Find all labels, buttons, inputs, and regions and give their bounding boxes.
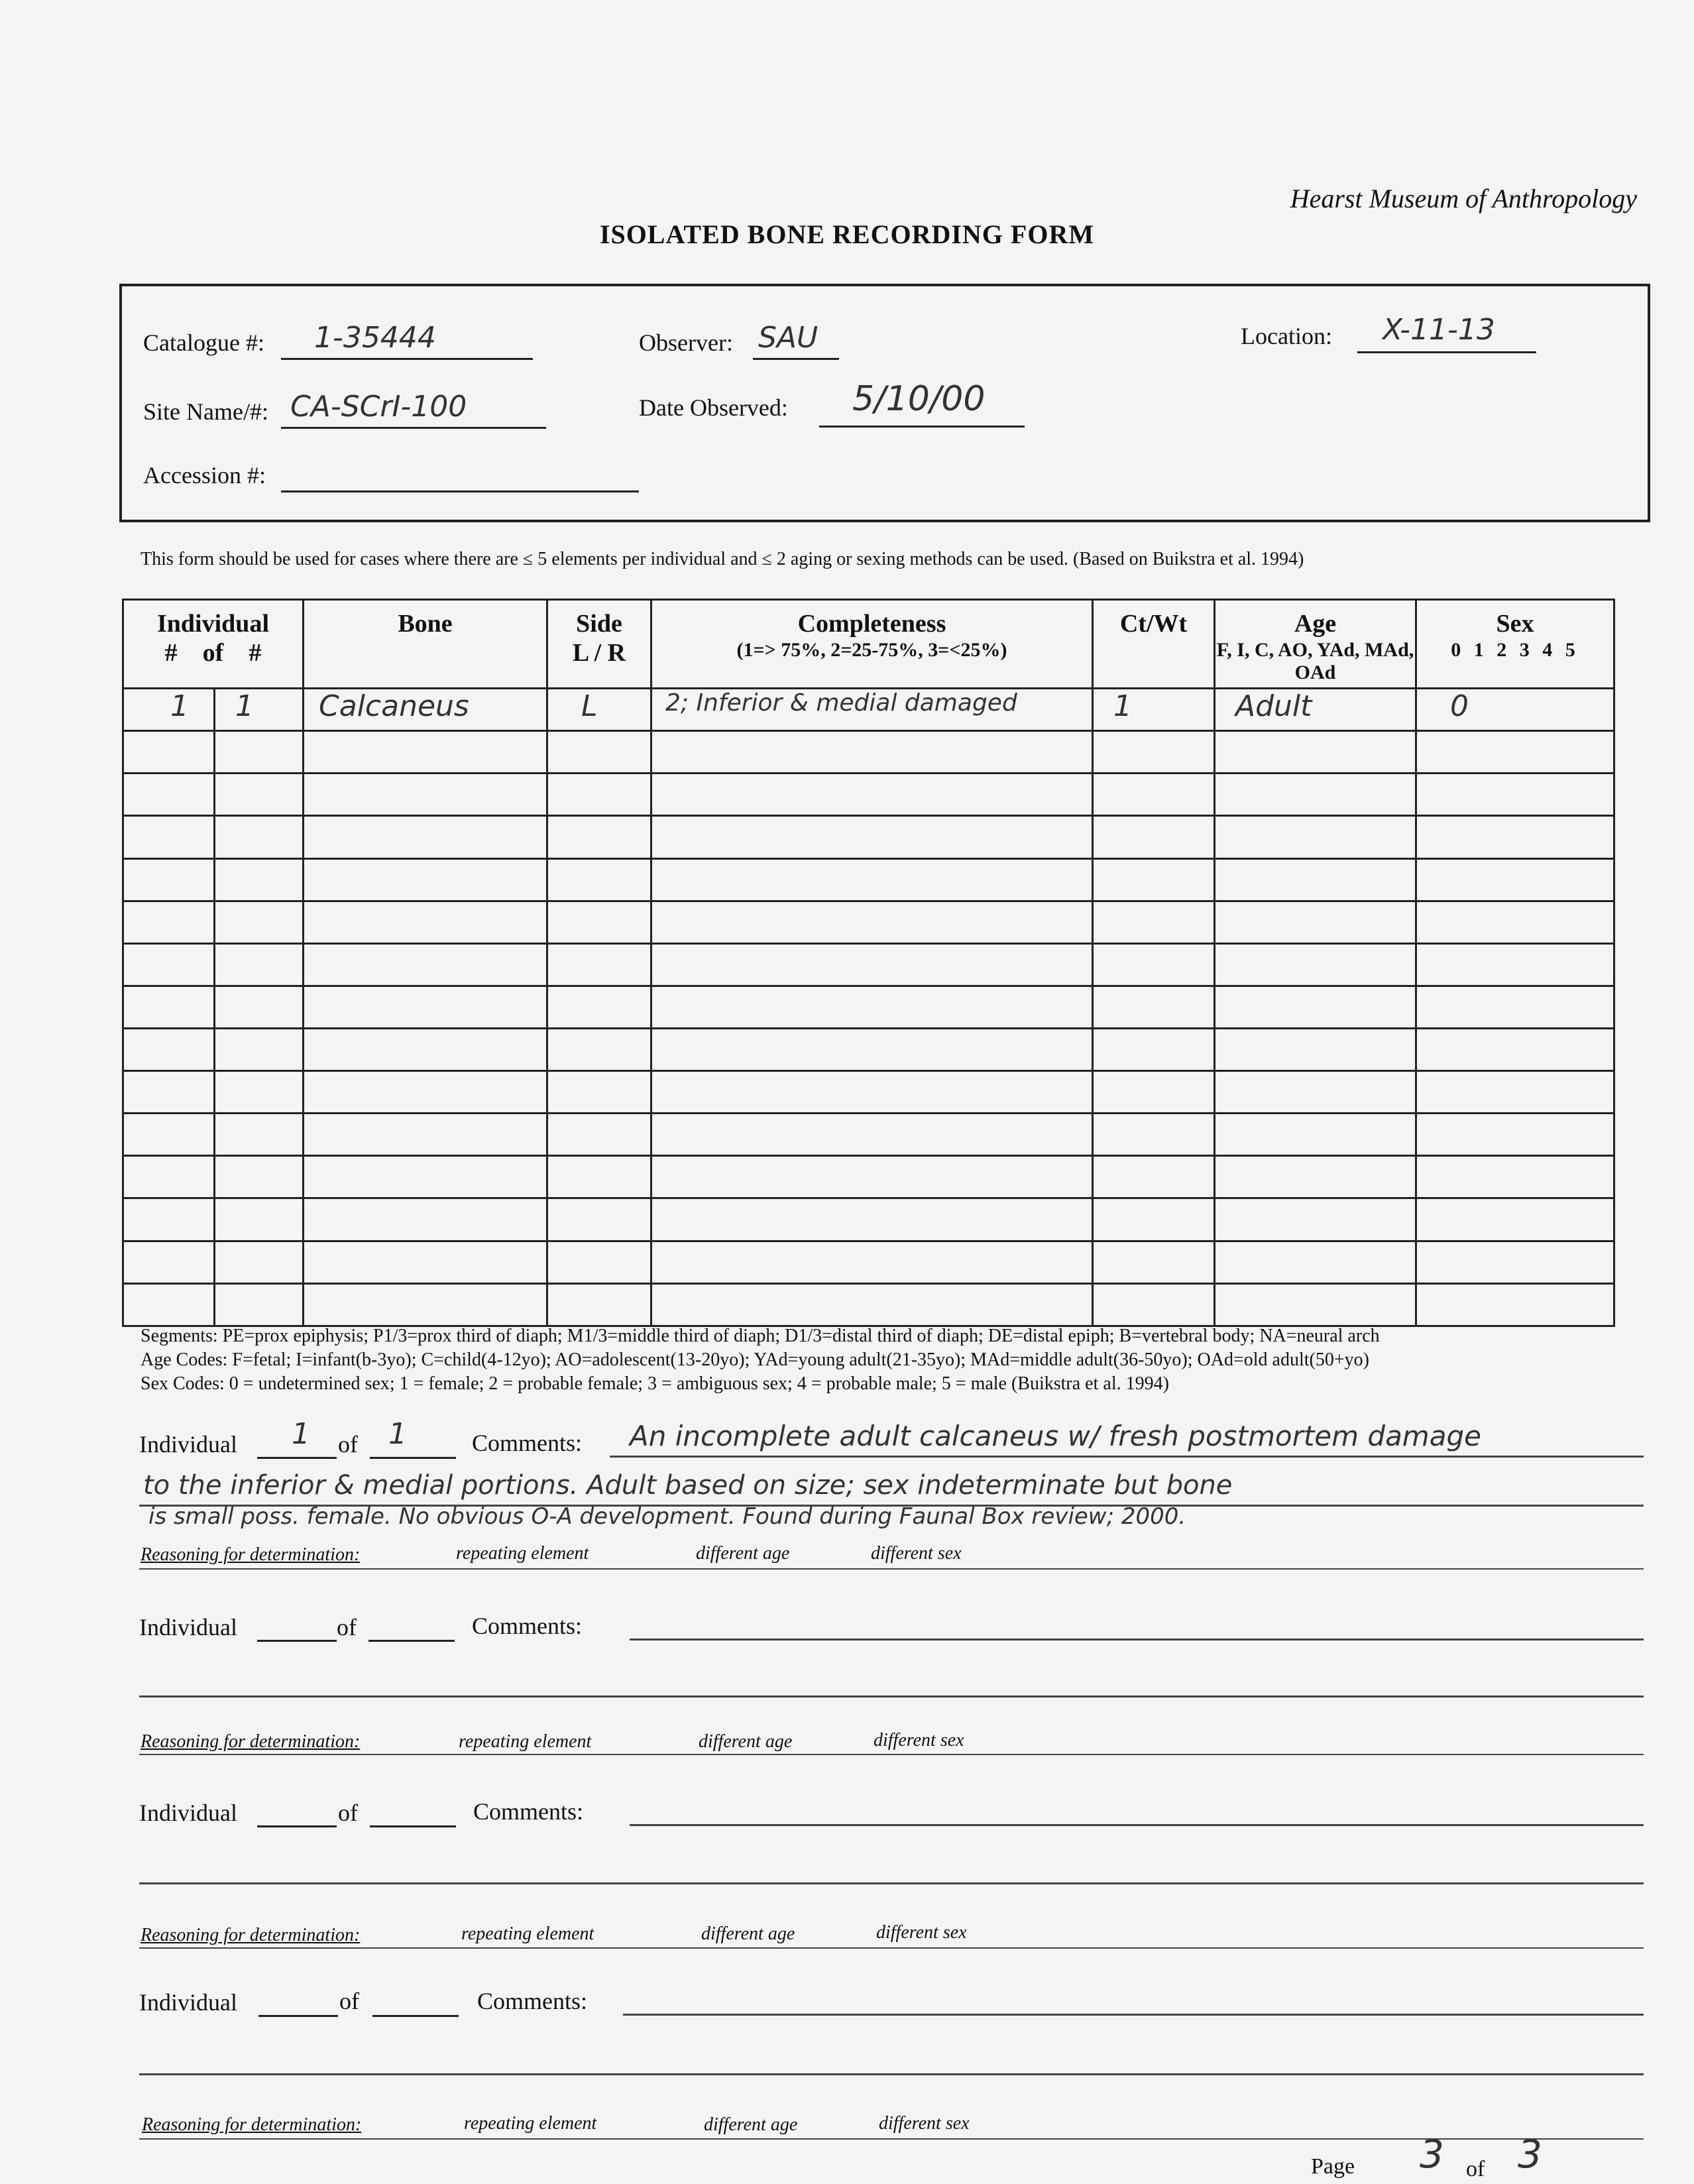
cell-empty[interactable] (215, 1029, 304, 1071)
cell-empty[interactable] (651, 1071, 1093, 1114)
header-sex-label: Sex (1496, 610, 1534, 638)
cell-empty[interactable] (1215, 858, 1416, 901)
segments-codes: Segments: PE=prox epiphysis; P1/3=prox third of diaph; M1/3=middle third of diaph; D1/3=distal third of diaph; DE=distal epiph; B=vertebral body; NA=neural arch (141, 1326, 1380, 1346)
sex-codes: Sex Codes: 0 = undetermined sex; 1 = female; 2 = probable female; 3 = ambiguous sex; 4 = probable male; 5 = male (Buikstra et al. 1994) (141, 1373, 1169, 1394)
cell-empty[interactable] (215, 901, 304, 943)
cell-empty[interactable] (215, 1114, 304, 1156)
cell-empty[interactable] (1093, 774, 1215, 816)
cell-empty[interactable] (651, 986, 1093, 1028)
cell-ctwt-value: 1 (1113, 689, 1132, 724)
of-label: of (337, 1614, 357, 1640)
cell-ind-of-value: 1 (235, 689, 254, 724)
cell-empty[interactable] (215, 1156, 304, 1198)
reasoning-line (139, 2138, 1644, 2140)
table-row (123, 1241, 1614, 1283)
cell-empty[interactable] (547, 901, 651, 943)
cell-empty[interactable] (1215, 1241, 1416, 1283)
header-age-sub: F, I, C, AO, YAd, MAd, OAd (1216, 638, 1414, 684)
observer-label: Observer: (639, 329, 733, 356)
cell-empty[interactable] (547, 1241, 651, 1283)
comment-line[interactable] (610, 1456, 1644, 1458)
cell-empty[interactable] (651, 774, 1093, 816)
cell-empty[interactable] (651, 1029, 1093, 1071)
location-label: Location: (1241, 323, 1332, 349)
reason-repeating-element[interactable]: repeating element (459, 1731, 592, 1752)
cell-empty[interactable] (651, 1283, 1093, 1326)
individual-num-field[interactable] (257, 1798, 337, 1827)
cell-empty[interactable] (547, 1071, 651, 1114)
cell-completeness-value: 2; Inferior & medial damaged (665, 689, 1017, 717)
site-field[interactable] (281, 390, 546, 429)
cell-empty[interactable] (1093, 943, 1215, 986)
cell-empty[interactable] (123, 1241, 215, 1283)
cell-empty[interactable] (547, 858, 651, 901)
reason-different-age[interactable]: different age (704, 2114, 798, 2135)
reason-different-sex[interactable]: different sex (876, 1922, 967, 1943)
reason-different-age[interactable]: different age (701, 1924, 795, 1944)
individual-num-value: 1 (292, 1417, 310, 1451)
location-value: X-11-13 (1383, 313, 1495, 347)
comments-label: Comments: (472, 1430, 583, 1456)
cell-empty[interactable] (123, 1198, 215, 1241)
cell-empty[interactable] (304, 816, 547, 858)
individual-num-field[interactable] (257, 1417, 337, 1459)
cell-empty[interactable] (1093, 1114, 1215, 1156)
reason-different-sex[interactable]: different sex (879, 2113, 970, 2134)
cell-empty[interactable] (547, 1029, 651, 1071)
cell-empty[interactable] (123, 1029, 215, 1071)
cell-side-value: L (581, 689, 598, 724)
reasoning-line (139, 1754, 1644, 1755)
individual-block-3 (139, 1795, 1644, 1947)
cell-empty[interactable] (1416, 901, 1614, 943)
cell-empty[interactable] (1093, 986, 1215, 1028)
cell-empty[interactable] (1215, 1198, 1416, 1241)
reason-repeating-element[interactable]: repeating element (464, 2113, 597, 2134)
cell-empty[interactable] (123, 1071, 215, 1114)
comment-line[interactable] (630, 1824, 1644, 1826)
individual-of-field[interactable] (370, 1798, 456, 1827)
page-number (1307, 2132, 1599, 2181)
date-value: 5/10/00 (852, 379, 986, 419)
individual-of-field[interactable] (372, 1987, 459, 2017)
cell-completeness[interactable] (651, 689, 1093, 731)
cell-empty[interactable] (1215, 816, 1416, 858)
cell-empty[interactable] (304, 1156, 547, 1198)
cell-sex-value: 0 (1450, 689, 1469, 724)
individual-of-field[interactable] (368, 1612, 455, 1642)
cell-empty[interactable] (123, 1156, 215, 1198)
observer-field[interactable] (753, 321, 839, 360)
cell-empty[interactable] (1416, 986, 1614, 1028)
cell-empty[interactable] (1215, 986, 1416, 1028)
cell-empty[interactable] (651, 858, 1093, 901)
reasoning-label: Reasoning for determination: (141, 1731, 361, 1752)
individual-of-value: 1 (388, 1417, 407, 1451)
cell-empty[interactable] (1093, 1198, 1215, 1241)
cell-empty[interactable] (651, 1198, 1093, 1241)
reason-different-sex[interactable]: different sex (871, 1543, 962, 1564)
page-num-value: 3 (1420, 2132, 1444, 2177)
cell-empty[interactable] (215, 858, 304, 901)
header-ctwt-label: Ct/Wt (1119, 610, 1188, 638)
reason-different-sex[interactable]: different sex (874, 1730, 964, 1751)
cell-empty[interactable] (651, 1241, 1093, 1283)
reason-different-age[interactable]: different age (699, 1731, 793, 1752)
cell-empty[interactable] (215, 731, 304, 774)
table-row (123, 1156, 1614, 1198)
location-field[interactable] (1357, 313, 1536, 353)
cell-empty[interactable] (1416, 1241, 1614, 1283)
header-completeness-label: Completeness (797, 610, 946, 638)
cell-empty[interactable] (215, 774, 304, 816)
cell-empty[interactable] (547, 1156, 651, 1198)
cell-empty[interactable] (215, 1241, 304, 1283)
cell-empty[interactable] (1416, 816, 1614, 858)
age-codes: Age Codes: F=fetal; I=infant(b-3yo); C=child(4-12yo); AO=adolescent(13-20yo); YAd=young adult(21-35yo); MAd=middle adult(36-50yo); OAd=old adult(50+yo) (141, 1350, 1369, 1370)
cell-empty[interactable] (304, 1029, 547, 1071)
table-row (123, 731, 1614, 774)
header-bone-label: Bone (398, 610, 453, 638)
cell-empty[interactable] (547, 1198, 651, 1241)
cell-empty[interactable] (123, 1114, 215, 1156)
header-side-label: Side (576, 610, 622, 638)
comment-line[interactable] (139, 2073, 1644, 2075)
header-side (547, 600, 651, 689)
header-sex (1416, 600, 1614, 689)
cell-empty[interactable] (1416, 1029, 1614, 1071)
reason-repeating-element[interactable]: repeating element (456, 1543, 589, 1564)
comment-line[interactable] (139, 1695, 1644, 1697)
cell-empty[interactable] (1416, 1071, 1614, 1114)
cell-empty[interactable] (215, 986, 304, 1028)
header-individual (123, 600, 304, 689)
reasoning-line (139, 1568, 1644, 1570)
catalogue-label: Catalogue #: (143, 329, 264, 356)
cell-sex[interactable] (1416, 689, 1614, 731)
individual-num-field[interactable] (258, 1987, 338, 2017)
cell-empty[interactable] (123, 816, 215, 858)
page-total-value: 3 (1518, 2132, 1542, 2177)
of-label: of (338, 1431, 358, 1458)
cell-empty[interactable] (123, 943, 215, 986)
reasoning-line (139, 1947, 1644, 1949)
header-side-sub: L / R (572, 638, 626, 667)
cell-empty[interactable] (1215, 774, 1416, 816)
individual-label: Individual (139, 1800, 237, 1826)
cell-empty[interactable] (304, 1283, 547, 1326)
table-row (123, 858, 1614, 901)
cell-empty[interactable] (123, 774, 215, 816)
cell-empty[interactable] (304, 1114, 547, 1156)
cell-empty[interactable] (651, 901, 1093, 943)
of-label: of (339, 1988, 359, 2014)
cell-empty[interactable] (304, 731, 547, 774)
cell-empty[interactable] (123, 858, 215, 901)
cell-empty[interactable] (215, 943, 304, 986)
cell-empty[interactable] (215, 1198, 304, 1241)
cell-empty[interactable] (304, 858, 547, 901)
table-row (123, 1198, 1614, 1241)
table-row (123, 986, 1614, 1028)
cell-empty[interactable] (1215, 943, 1416, 986)
cell-empty[interactable] (1093, 858, 1215, 901)
cell-empty[interactable] (1093, 1156, 1215, 1198)
cell-empty[interactable] (651, 731, 1093, 774)
observer-value: SAU (758, 321, 819, 355)
comment-line[interactable] (623, 2014, 1644, 2016)
cell-empty[interactable] (1416, 1283, 1614, 1326)
header-completeness-sub: (1=> 75%, 2=25-75%, 3=<25%) (736, 638, 1007, 661)
table-row (123, 901, 1614, 943)
cell-empty[interactable] (1416, 774, 1614, 816)
cell-empty[interactable] (215, 1283, 304, 1326)
table-row (123, 689, 1614, 731)
individual-block-1 (139, 1417, 1644, 1578)
usage-note: This form should be used for cases where there are ≤ 5 elements per individual and ≤ 2 aging or sexing methods can be used. (Based on Buikstra et al. 1994) (141, 549, 1304, 569)
cell-empty[interactable] (1416, 1156, 1614, 1198)
reason-different-age[interactable]: different age (696, 1543, 790, 1564)
cell-empty[interactable] (123, 1283, 215, 1326)
page-of-label: of (1466, 2157, 1485, 2181)
cell-empty[interactable] (547, 774, 651, 816)
comment-text-line3: is small poss. female. No obvious O-A development. Found during Faunal Box review; 2000. (148, 1503, 1186, 1530)
cell-bone[interactable] (304, 689, 547, 731)
bone-table (122, 599, 1615, 1327)
cell-empty[interactable] (651, 1114, 1093, 1156)
comment-text-line2: to the inferior & medial portions. Adult based on size; sex indeterminate but bone (143, 1470, 1233, 1501)
cell-bone-value: Calcaneus (319, 689, 469, 724)
cell-ind-num-value: 1 (170, 689, 189, 724)
cell-empty[interactable] (1215, 1156, 1416, 1198)
cell-side[interactable] (547, 689, 651, 731)
table-row (123, 1071, 1614, 1114)
cell-empty[interactable] (651, 943, 1093, 986)
cell-empty[interactable] (304, 901, 547, 943)
cell-empty[interactable] (1093, 816, 1215, 858)
cell-empty[interactable] (1416, 1114, 1614, 1156)
table-row (123, 1283, 1614, 1326)
header-age-label: Age (1294, 610, 1337, 638)
cell-empty[interactable] (1093, 731, 1215, 774)
table-row (123, 1029, 1614, 1071)
cell-empty[interactable] (304, 1241, 547, 1283)
cell-empty[interactable] (547, 731, 651, 774)
cell-empty[interactable] (304, 943, 547, 986)
cell-empty[interactable] (1215, 1283, 1416, 1326)
comments-label: Comments: (473, 1798, 584, 1825)
catalogue-field[interactable] (281, 321, 533, 360)
cell-empty[interactable] (1215, 731, 1416, 774)
individual-label: Individual (139, 1431, 237, 1458)
cell-empty[interactable] (1215, 901, 1416, 943)
cell-age[interactable] (1215, 689, 1416, 731)
cell-empty[interactable] (1093, 1071, 1215, 1114)
site-label: Site Name/#: (143, 398, 268, 425)
cell-empty[interactable] (651, 816, 1093, 858)
cell-ctwt[interactable] (1093, 689, 1215, 731)
cell-empty[interactable] (1416, 943, 1614, 986)
reason-repeating-element[interactable]: repeating element (461, 1924, 594, 1944)
cell-empty[interactable] (1416, 858, 1614, 901)
individual-label: Individual (139, 1614, 237, 1640)
header-age (1215, 600, 1416, 689)
comments-label: Comments: (472, 1613, 583, 1639)
individual-num-field[interactable] (257, 1612, 337, 1642)
comment-text-line1: An incomplete adult calcaneus w/ fresh postmortem damage (630, 1420, 1481, 1452)
header-bone (304, 600, 547, 689)
cell-ind-of[interactable] (215, 689, 304, 731)
cell-empty[interactable] (547, 943, 651, 986)
header-ctwt (1093, 600, 1215, 689)
reasoning-label: Reasoning for determination: (141, 1925, 361, 1945)
date-label: Date Observed: (639, 394, 788, 421)
cell-empty[interactable] (547, 1283, 651, 1326)
accession-label: Accession #: (143, 462, 266, 489)
individual-block-4 (139, 1984, 1644, 2137)
cell-empty[interactable] (215, 816, 304, 858)
cell-empty[interactable] (1093, 1283, 1215, 1326)
header-individual-sub: # of # (164, 638, 262, 667)
cell-empty[interactable] (1093, 901, 1215, 943)
cell-empty[interactable] (304, 1071, 547, 1114)
header-box (119, 284, 1650, 522)
cell-empty[interactable] (547, 1114, 651, 1156)
catalogue-value: 1-35444 (314, 321, 436, 355)
cell-empty[interactable] (304, 986, 547, 1028)
date-field[interactable] (819, 379, 1025, 428)
cell-empty[interactable] (547, 816, 651, 858)
comments-label: Comments: (477, 1988, 588, 2014)
individual-block-2 (139, 1609, 1644, 1762)
header-completeness (651, 600, 1093, 689)
cell-empty[interactable] (215, 1071, 304, 1114)
page-label: Page (1311, 2154, 1355, 2179)
accession-field[interactable] (281, 460, 639, 492)
cell-empty[interactable] (123, 901, 215, 943)
cell-empty[interactable] (304, 774, 547, 816)
table-row (123, 943, 1614, 986)
cell-empty[interactable] (123, 986, 215, 1028)
form-title: ISOLATED BONE RECORDING FORM (599, 219, 1095, 249)
reasoning-label: Reasoning for determination: (141, 1544, 361, 1565)
table-row (123, 816, 1614, 858)
cell-empty[interactable] (1416, 731, 1614, 774)
cell-empty[interactable] (1416, 1198, 1614, 1241)
table-row (123, 1114, 1614, 1156)
comment-line[interactable] (139, 1882, 1644, 1884)
comment-line[interactable] (630, 1638, 1644, 1640)
cell-empty[interactable] (1093, 1241, 1215, 1283)
header-sex-sub: 0 1 2 3 4 5 (1451, 638, 1579, 661)
header-individual-label: Individual (157, 610, 269, 638)
cell-empty[interactable] (1093, 1029, 1215, 1071)
cell-empty[interactable] (123, 731, 215, 774)
cell-empty[interactable] (1215, 1114, 1416, 1156)
of-label: of (338, 1800, 358, 1826)
cell-empty[interactable] (547, 986, 651, 1028)
museum-name: Hearst Museum of Anthropology (1290, 184, 1637, 213)
individual-label: Individual (139, 1989, 237, 2016)
cell-ind-num[interactable] (123, 689, 215, 731)
cell-empty[interactable] (1215, 1029, 1416, 1071)
site-value: CA-SCrI-100 (290, 390, 467, 424)
cell-empty[interactable] (651, 1156, 1093, 1198)
table-row (123, 774, 1614, 816)
reasoning-label: Reasoning for determination: (142, 2114, 362, 2135)
cell-empty[interactable] (1215, 1071, 1416, 1114)
cell-age-value: Adult (1235, 689, 1312, 724)
individual-of-field[interactable] (370, 1417, 456, 1459)
cell-empty[interactable] (304, 1198, 547, 1241)
